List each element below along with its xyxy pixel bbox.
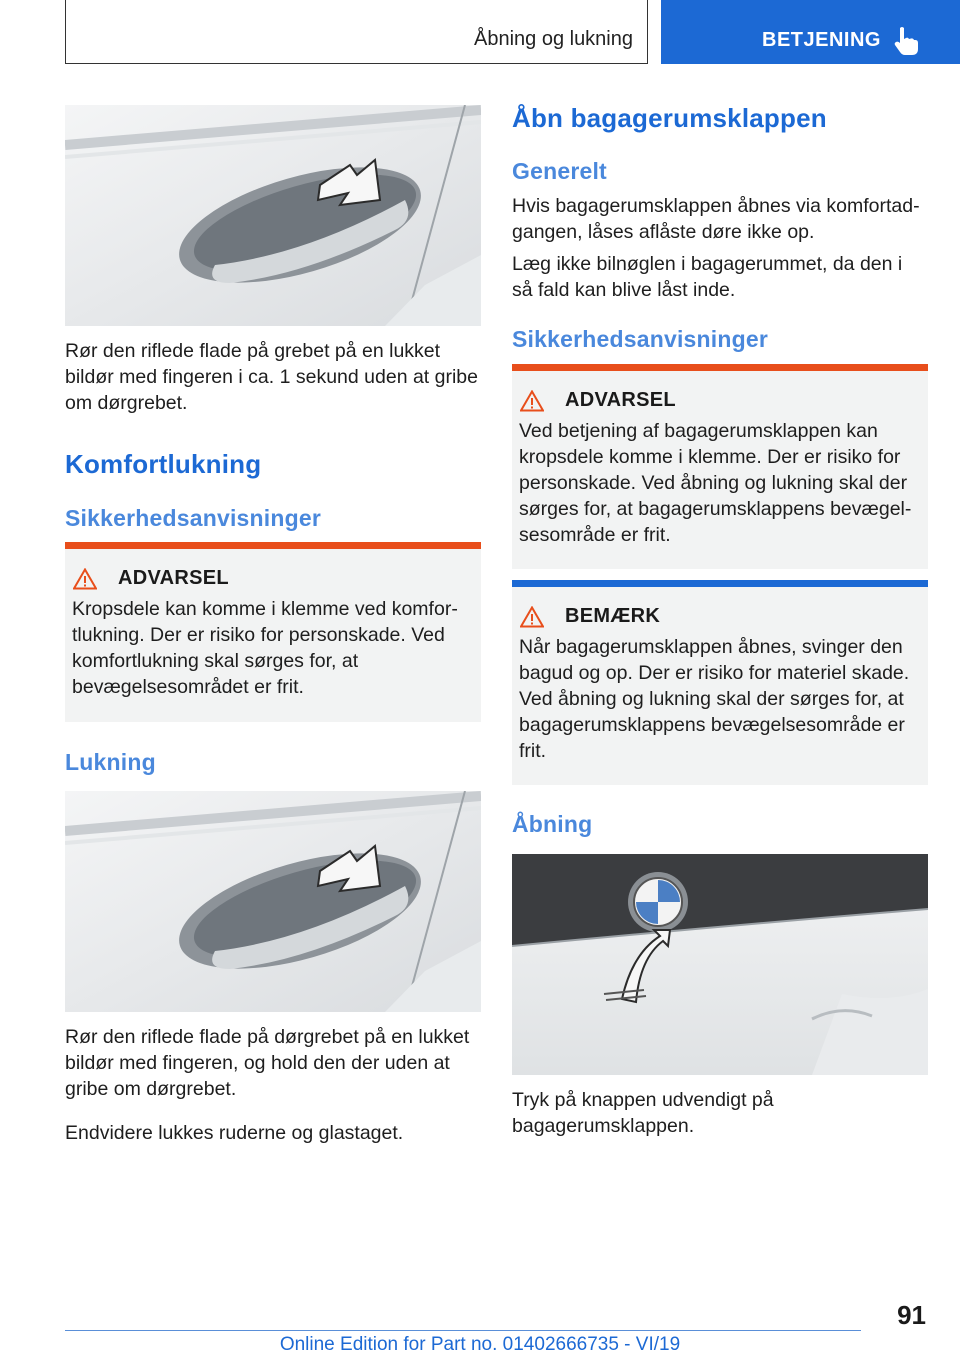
caption-close-handle: Rør den riflede flade på dørgrebet på en lukket bildør med fingeren, og hold den der uden at gribe om dørgrebet. <box>65 1026 470 1100</box>
header-chapter-tab <box>661 0 960 64</box>
subheading-aabning: Åbning <box>512 811 593 837</box>
note-box-right <box>512 580 928 785</box>
subheading-generelt: Generelt <box>512 158 607 184</box>
heading-komfortlukning: Komfortlukning <box>65 449 262 479</box>
footer-edition: Online Edition for Part no. 01402666735 - VI/19 <box>279 1334 681 1355</box>
header-section-box <box>65 0 648 64</box>
general-paragraph-1: Hvis bagagerumsklappen åbnes via komfortadgangen, låses aflåste døre ikke op. <box>512 195 920 243</box>
caution-triangle-icon <box>520 606 544 628</box>
subheading-safety-right: Sikkerhedsanvisninger <box>512 326 769 352</box>
warning-text: Kropsdele kan komme i klemme ved komfortlukning. Der er risiko for personskade. Ved komfortlukning skal sørges for, at bevægelsesområdet er frit. <box>72 598 458 698</box>
footer-divider <box>65 1330 861 1331</box>
caption-windows-close: Endvidere lukkes ruderne og glastaget. <box>65 1122 404 1144</box>
warning-title: ADVARSEL <box>118 567 229 589</box>
header-chapter-title: BETJENING <box>762 29 881 51</box>
subheading-safety-left: Sikkerhedsanvisninger <box>65 505 322 531</box>
door-handle-photo-2 <box>65 791 481 1012</box>
subheading-lukning: Lukning <box>65 749 156 775</box>
note-text: Når bagagerumsklappen åbnes, svinger den bagud og op. Der er risiko for materiel skade. Ved åbning og lukning skal der sørges for, at bagagerumsklappens bevægelsesområde er frit. <box>519 636 910 762</box>
warning-bar <box>65 542 481 549</box>
header-section-title: Åbning og lukning <box>473 28 633 50</box>
hand-pointer-icon <box>893 26 919 56</box>
heading-open-trunk: Åbn bagagerumsklappen <box>512 103 827 133</box>
warning-triangle-icon <box>73 568 97 590</box>
warning-box-left <box>65 542 481 722</box>
trunk-button-photo <box>512 854 928 1075</box>
general-paragraph-2: Læg ikke bilnøglen i bagagerummet, da den i så fald kan blive låst inde. <box>512 253 903 301</box>
trunk-lid-illustration <box>512 854 928 1075</box>
note-title: BEMÆRK <box>565 605 661 627</box>
caption-trunk-button: Tryk på knappen udvendigt på bagagerumsklappen. <box>512 1089 774 1137</box>
door-handle-photo-1 <box>65 105 481 326</box>
warning-title: ADVARSEL <box>565 389 676 411</box>
warning-triangle-icon <box>520 390 544 412</box>
caption-open-handle: Rør den riflede flade på grebet på en lukket bildør med fingeren i ca. 1 sekund uden at gribe om dørgrebet. <box>65 340 478 414</box>
door-handle-illustration <box>65 791 481 1012</box>
warning-text: Ved betjening af bagagerumsklappen kan kropsdele komme i klemme. Der er risiko for personskade. Ved åbning og lukning skal der sørges for, at bagagerumsklappens bevægelsesområde er frit. <box>519 420 912 546</box>
warning-bar <box>512 364 928 371</box>
page-number: 91 <box>897 1300 926 1330</box>
note-bar <box>512 580 928 587</box>
warning-box-right <box>512 364 928 569</box>
door-handle-illustration <box>65 105 481 326</box>
